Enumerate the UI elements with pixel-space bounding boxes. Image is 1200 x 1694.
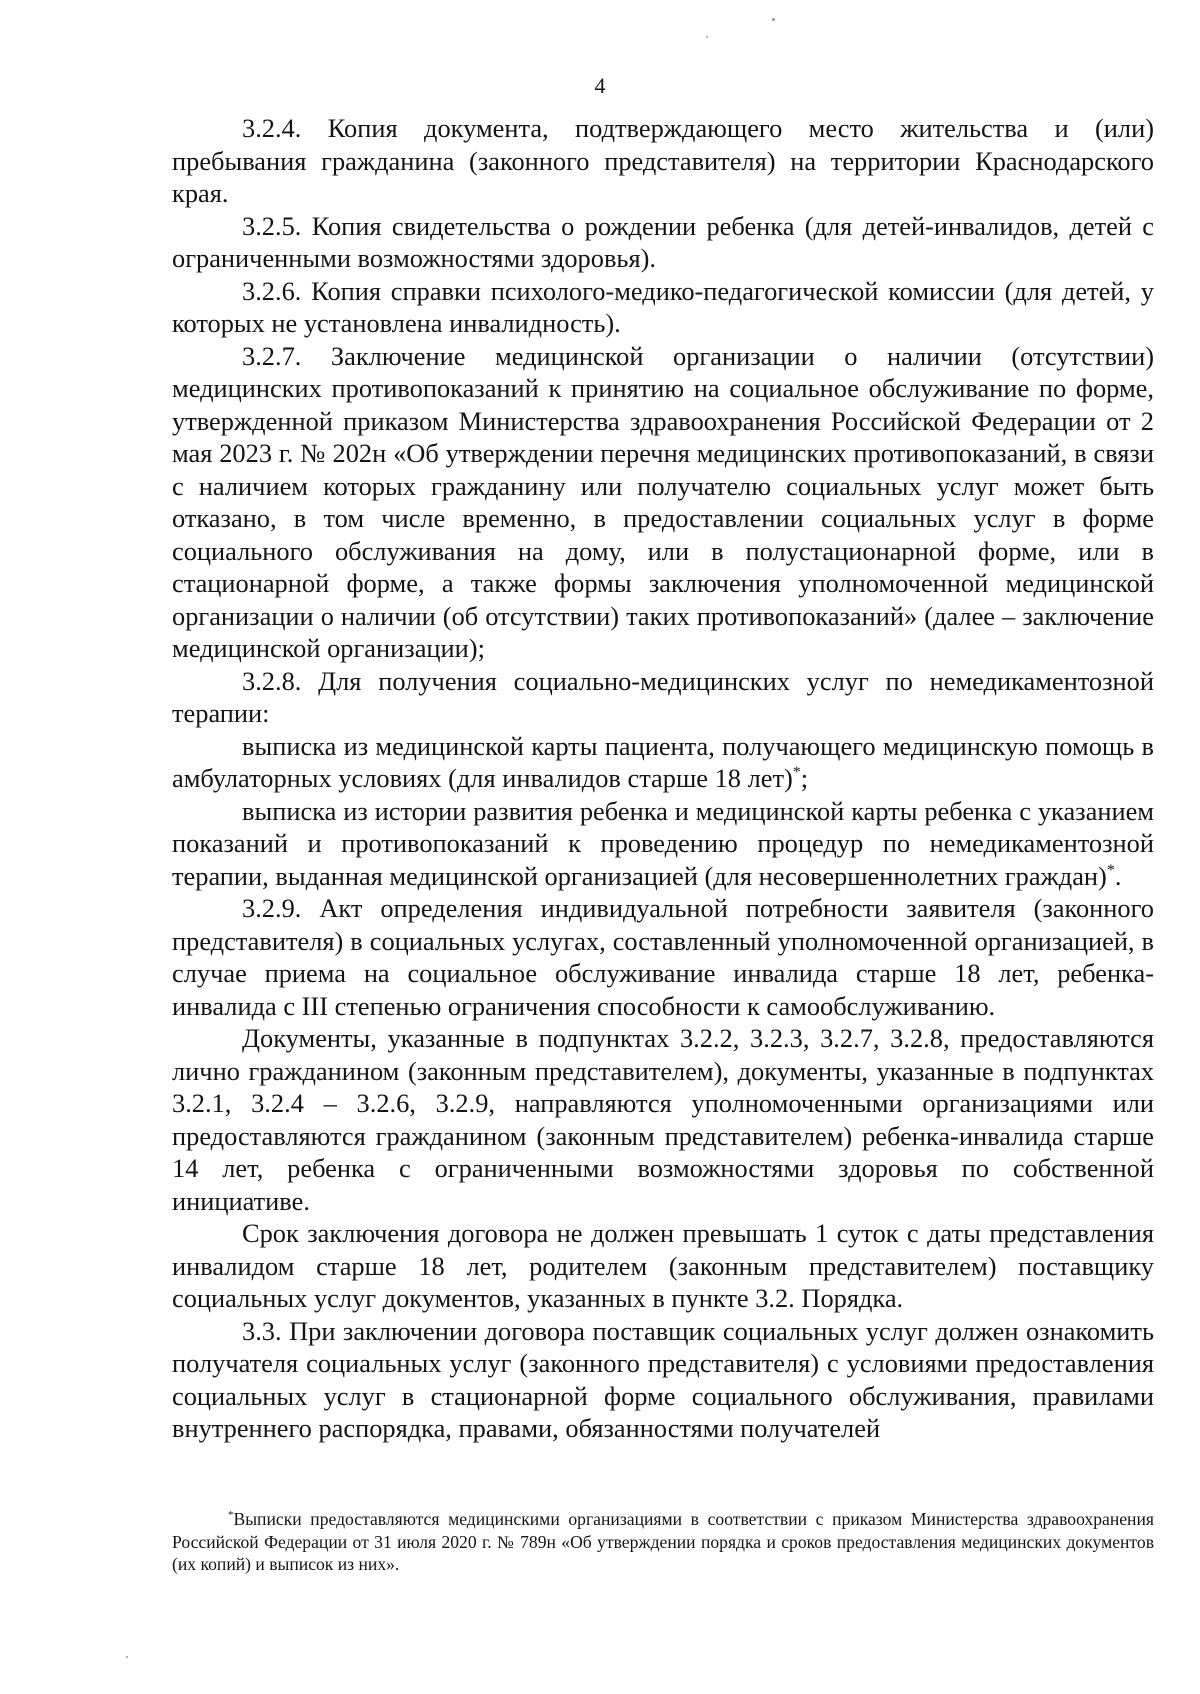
paragraph-3-2-5: 3.2.5. Копия свидетельства о рождении ребенка (для детей-инвалидов, детей с ограниченными возможностями здоровья). xyxy=(172,210,1154,273)
scan-speck xyxy=(126,1656,128,1658)
extract-outpatient-text: выписка из медицинской карты пациента, получающего медицинскую помощь в амбулаторных условиях (для инвалидов старше 18 лет) xyxy=(172,730,1154,793)
scan-speck xyxy=(772,18,775,21)
footnote xyxy=(172,1508,1154,1576)
document-body xyxy=(172,112,1154,1445)
paragraph-3-2-6: 3.2.6. Копия справки психолого-медико-педагогической комиссии (для детей, у которых не установлена инвалидность). xyxy=(172,275,1154,338)
paragraph-3-2-4: 3.2.4. Копия документа, подтверждающего место жительства и (или) пребывания гражданина (законного представителя) на территории Краснодарского края. xyxy=(172,113,1154,208)
paragraph-documents: Документы, указанные в подпунктах 3.2.2, 3.2.3, 3.2.7, 3.2.8, предоставляются лично гражданином (законным представителем), документы, указанные в подпунктах 3.2.1, 3.2.4 – 3.2.6, 3.2.9, направляются уполномоченными организациями или предоставляются гражданином (законным представителем) ребенка-инвалида старше 14 лет, ребенка с ограниченными возможностями здоровья по собственной инициативе. xyxy=(172,1023,1154,1216)
scan-speck xyxy=(706,36,708,38)
footnote-marker: * xyxy=(228,1509,234,1522)
paragraph-3-2-7: 3.2.7. Заключение медицинской организации о наличии (отсутствии) медицинских противопоказаний к принятию на социальное обслуживание по форме, утвержденной приказом Министерства здравоохранения Российской Федерации от 2 мая 2023 г. № 202н «Об утверждении перечня медицинских противопоказаний, в связи с наличием которых гражданину или получателю социальных услуг может быть отказано, в том числе временно, в предоставлении социальных услуг в форме социального обслуживания на дому, или в полустационарной форме, или в стационарной форме, а также формы заключения уполномоченной медицинской организации о наличии (об отсутствии) таких противопоказаний» (далее – заключение медицинской организации); xyxy=(172,340,1154,663)
footnote-marker: * xyxy=(792,764,801,782)
paragraph-extract-outpatient xyxy=(172,730,1154,795)
paragraph-contract-term: Срок заключения договора не должен превышать 1 суток с даты представления инвалидом старше 18 лет, родителем (законным представителем) поставщику социальных услуг документов, указанных в пункте 3.2. Порядка. xyxy=(172,1218,1154,1313)
extract-child-punct: . xyxy=(1114,860,1122,891)
paragraph-3-2-8: 3.2.8. Для получения социально-медицинских услуг по немедикаментозной терапии: xyxy=(172,665,1154,728)
footnote-marker: * xyxy=(1106,861,1115,879)
footnote-text: Выписки предоставляются медицинскими организациями в соответствии с приказом Министерства здравоохранения Российской Федерации от 31 июля 2020 г. № 789н «Об утверждении порядка и сроков предоставления медицинских документов (их копий) и выписок из них». xyxy=(172,1509,1154,1574)
paragraph-extract-child xyxy=(172,795,1154,893)
extract-child-text: выписка из истории развития ребенка и медицинской карты ребенка с указанием показаний и противопоказаний к проведению процедур по немедикаментозной терапии, выданная медицинской организацией (для несовершеннолетних граждан) xyxy=(172,795,1154,891)
paragraph-3-3: 3.3. При заключении договора поставщик социальных услуг должен ознакомить получателя социальных услуг (законного представителя) с условиями предоставления социальных услуг в стационарной форме социального обслуживания, правилами внутреннего распорядка, правами, обязанностями получателей xyxy=(172,1315,1154,1443)
page-number: 4 xyxy=(594,73,606,98)
paragraph-3-2-9: 3.2.9. Акт определения индивидуальной потребности заявителя (законного представителя) в социальных услугах, составленный уполномоченной организацией, в случае приема на социальное обслуживание инвалида старше 18 лет, ребенка-инвалида с III степенью ограничения способности к самообслуживанию. xyxy=(172,893,1154,1021)
extract-outpatient-punct: ; xyxy=(800,763,809,793)
